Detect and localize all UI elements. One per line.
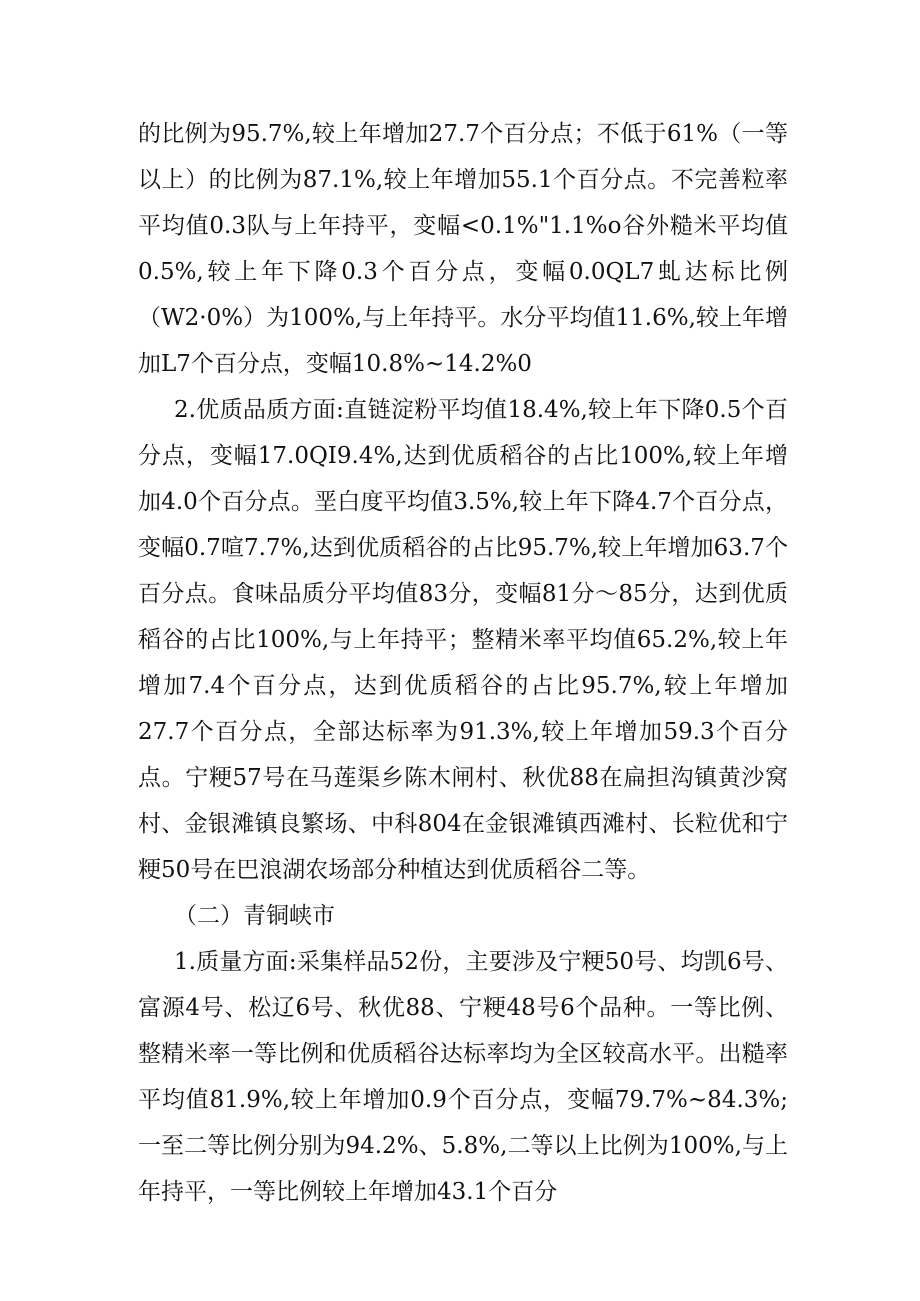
document-body (138, 111, 788, 1215)
paragraph-continued: 的比例为95.7%,较上年增加27.7个百分点；不低于61%（一等以上）的比例为87.1%,较上年增加55.1个百分点。不完善粒率平均值0.3队与上年持平，变幅<0.1%"1.1%o谷外糙米平均值0.5%,较上年下降0.3个百分点，变幅0.0QL7虬达标比例（W2·0%）为100%,与上年持平。水分平均值11.6%,较上年增加L7个百分点，变幅10.8%~14.2%0 (138, 121, 788, 377)
section-heading-qingtongxia: （二）青铜峡市 (174, 903, 335, 929)
paragraph-quality-premium: 2.优质品质方面:直链淀粉平均值18.4%,较上年下降0.5个百分点，变幅17.0QI9.4%,达到优质稻谷的占比100%,较上年增加4.0个百分点。垩白度平均值3.5%,较上年下降4.7个百分点，变幅0.7喧7.7%,达到优质稻谷的占比95.7%,较上年增加63.7个百分点。食味品质分平均值83分，变幅81分～85分，达到优质稻谷的占比100%,与上年持平；整精米率平均值65.2%,较上年增加7.4个百分点，达到优质稻谷的占比95.7%,较上年增加27.7个百分点，全部达标率为91.3%,较上年增加59.3个百分点。宁粳57号在马莲渠乡陈木闸村、秋优88在扁担沟镇黄沙窝村、金银滩镇良繁场、中科804在金银滩镇西滩村、长粒优和宁粳50号在巴浪湖农场部分种植达到优质稻谷二等。 (138, 397, 788, 883)
paragraph-quality-aspect: 1.质量方面:采集样品52份，主要涉及宁粳50号、均凯6号、富源4号、松辽6号、秋优88、宁粳48号6个品种。一等比例、整精米率一等比例和优质稻谷达标率均为全区较高水平。出糙率平均值81.9%,较上年增加0.9个百分点，变幅79.7%~84.3%;一至二等比例分别为94.2%、5.8%,二等以上比例为100%,与上年持平，一等比例较上年增加43.1个百分 (138, 949, 788, 1205)
